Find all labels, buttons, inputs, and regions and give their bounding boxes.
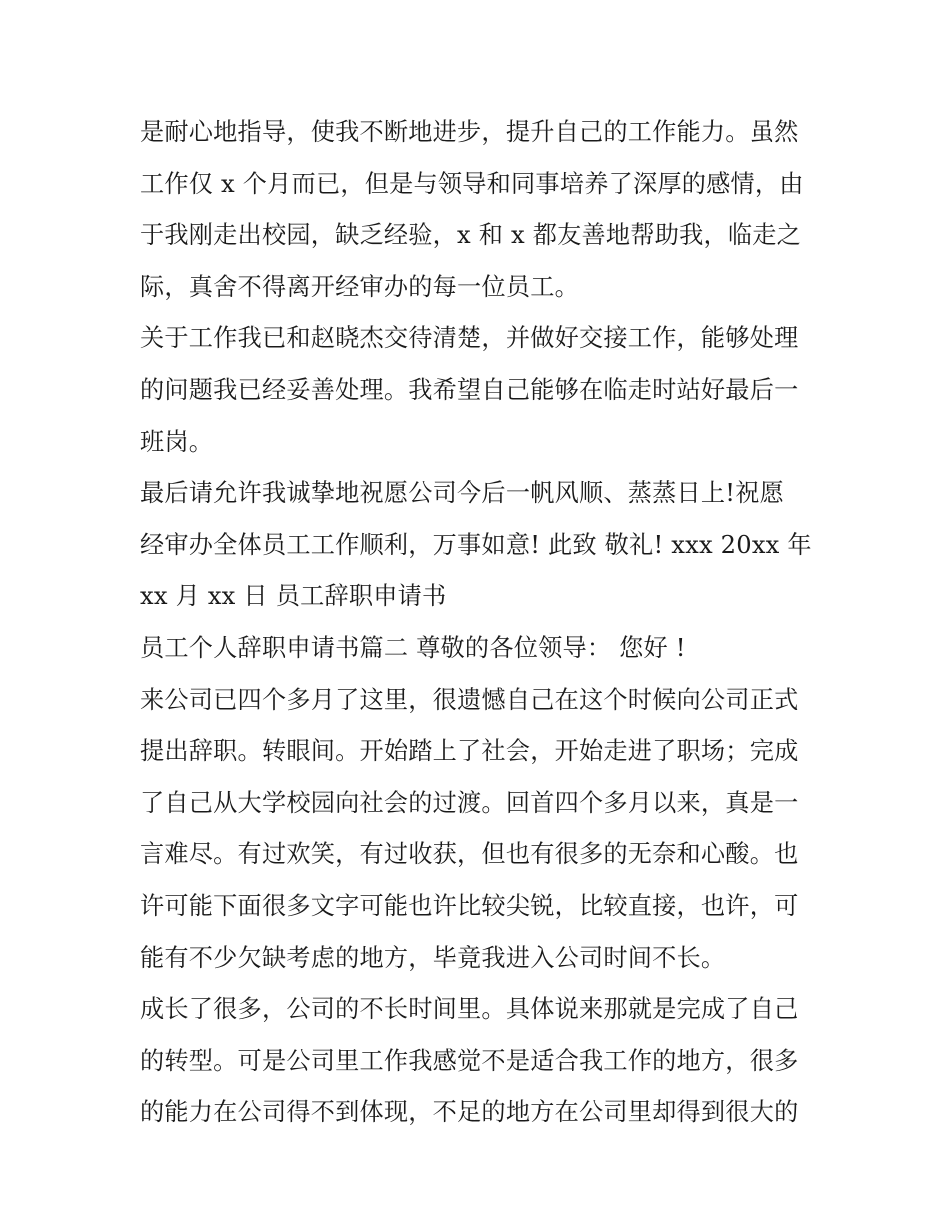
text-line: xx 月 xx 日 员工辞职申请书 (140, 582, 447, 611)
text-line: 来公司已四个多月了这里，很遗憾自己在这个时候向公司正式 (140, 685, 799, 714)
text-line: 于我刚走出校园，缺乏经验，x 和 x 都友善地帮助我，临走之 (140, 221, 802, 250)
text-line: 提出辞职。转眼间。开始踏上了社会，开始走进了职场；完成 (140, 737, 799, 766)
text-line: 能有不少欠缺考虑的地方，毕竟我进入公司时间不长。 (140, 943, 726, 972)
text-line: 的能力在公司得不到体现，不足的地方在公司里却得到很大的 (140, 1098, 799, 1127)
text-line: 关于工作我已和赵晓杰交待清楚，并做好交接工作，能够处理 (140, 324, 799, 353)
text-line: 的转型。可是公司里工作我感觉不是适合我工作的地方，很多 (140, 1046, 799, 1075)
text-line: 了自己从大学校园向社会的过渡。回首四个多月以来，真是一 (140, 788, 799, 817)
text-line: 言难尽。有过欢笑，有过收获，但也有很多的无奈和心酸。也 (140, 840, 799, 869)
text-line: 员工个人辞职申请书篇二 尊敬的各位领导： 您好 ! (140, 633, 686, 662)
text-line: 际，真舍不得离开经审办的每一位员工。 (140, 272, 579, 301)
text-line: 是耐心地指导，使我不断地进步，提升自己的工作能力。虽然 (140, 118, 799, 146)
document-body (140, 107, 820, 1139)
text-line: 工作仅 x 个月而已，但是与领导和同事培养了深厚的感情，由 (140, 169, 804, 198)
text-line: 最后请允许我诚挚地祝愿公司今后一帆风顺、蒸蒸日上!祝愿 (140, 479, 784, 508)
text-line: 的问题我已经妥善处理。我希望自己能够在临走时站好最后一 (140, 375, 799, 404)
text-line: 班岗。 (140, 427, 214, 456)
text-line: 许可能下面很多文字可能也许比较尖锐，比较直接，也许，可 (140, 891, 799, 920)
text-line: 成长了很多，公司的不长时间里。具体说来那就是完成了自己 (140, 995, 799, 1024)
text-line: 经审办全体员工工作顺利，万事如意! 此致 敬礼! xxx 20xx 年 (140, 530, 812, 559)
